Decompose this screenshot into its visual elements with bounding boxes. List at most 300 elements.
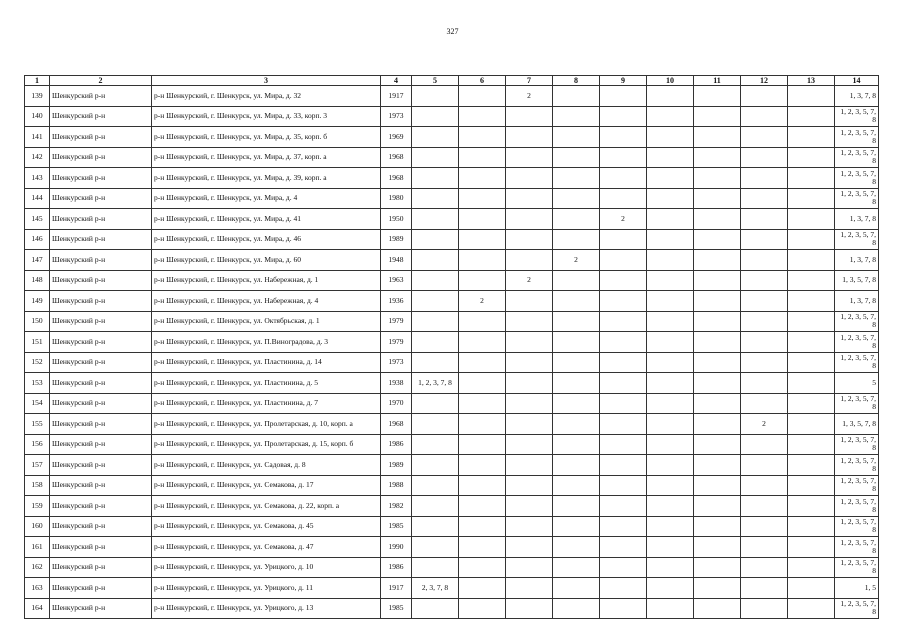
col14-cell: 1, 3, 5, 7, 8 [835,414,879,435]
col9-cell [600,414,647,435]
col9-cell: 2 [600,209,647,230]
col6-cell [459,373,506,394]
col9-cell [600,147,647,168]
year-cell: 1938 [381,373,412,394]
col6-cell [459,434,506,455]
col9-cell [600,127,647,148]
address-cell: р-н Шенкурский, г. Шенкурск, ул. Урицкого, д. 13 [152,598,381,619]
row-number: 143 [25,168,50,189]
col13-cell [788,373,835,394]
col5-cell [412,86,459,107]
column-header-6: 6 [459,76,506,86]
address-cell: р-н Шенкурский, г. Шенкурск, ул. Урицкого, д. 10 [152,557,381,578]
table-row [25,475,879,496]
col12-cell [741,229,788,250]
col8-cell [553,537,600,558]
year-cell: 1985 [381,598,412,619]
col11-cell [694,270,741,291]
year-cell: 1989 [381,229,412,250]
column-header-5: 5 [412,76,459,86]
col9-cell [600,578,647,599]
col14-cell: 1, 2, 3, 5, 7, 8 [835,475,879,496]
col12-cell [741,373,788,394]
district-cell: Шенкурский р-н [50,373,152,394]
col7-cell [506,496,553,517]
district-cell: Шенкурский р-н [50,434,152,455]
col10-cell [647,291,694,312]
col7-cell [506,455,553,476]
table-row [25,537,879,558]
district-cell: Шенкурский р-н [50,352,152,373]
row-number: 161 [25,537,50,558]
col14-cell: 1, 2, 3, 5, 7, 8 [835,537,879,558]
col10-cell [647,598,694,619]
year-cell: 1973 [381,106,412,127]
col10-cell [647,578,694,599]
col9-cell [600,516,647,537]
address-cell: р-н Шенкурский, г. Шенкурск, ул. Набережная, д. 4 [152,291,381,312]
table-row [25,86,879,107]
col14-cell: 1, 2, 3, 5, 7, 8 [835,188,879,209]
row-number: 140 [25,106,50,127]
address-cell: р-н Шенкурский, г. Шенкурск, ул. Мира, д. 33, корп. 3 [152,106,381,127]
year-cell: 1936 [381,291,412,312]
col9-cell [600,106,647,127]
col14-cell: 1, 2, 3, 5, 7, 8 [835,557,879,578]
col8-cell [553,127,600,148]
col10-cell [647,332,694,353]
col10-cell [647,373,694,394]
table-row [25,147,879,168]
col13-cell [788,557,835,578]
col6-cell [459,475,506,496]
col13-cell [788,86,835,107]
col11-cell [694,86,741,107]
year-cell: 1968 [381,147,412,168]
col14-cell: 1, 2, 3, 5, 7, 8 [835,106,879,127]
col13-cell [788,332,835,353]
col8-cell [553,352,600,373]
col13-cell [788,311,835,332]
col14-cell: 1, 3, 5, 7, 8 [835,270,879,291]
address-cell: р-н Шенкурский, г. Шенкурск, ул. Пролетарская, д. 10, корп. а [152,414,381,435]
col12-cell [741,516,788,537]
year-cell: 1986 [381,434,412,455]
col6-cell [459,209,506,230]
col14-cell: 1, 2, 3, 5, 7, 8 [835,168,879,189]
col11-cell [694,475,741,496]
col7-cell [506,291,553,312]
row-number: 153 [25,373,50,394]
row-number: 154 [25,393,50,414]
col13-cell [788,598,835,619]
col9-cell [600,188,647,209]
row-number: 146 [25,229,50,250]
col10-cell [647,311,694,332]
year-cell: 1980 [381,188,412,209]
col5-cell [412,496,459,517]
col5-cell [412,106,459,127]
col14-cell: 5 [835,373,879,394]
col12-cell [741,86,788,107]
col13-cell [788,188,835,209]
col8-cell [553,393,600,414]
row-number: 148 [25,270,50,291]
address-cell: р-н Шенкурский, г. Шенкурск, ул. Садовая, д. 8 [152,455,381,476]
col12-cell [741,537,788,558]
col11-cell [694,496,741,517]
address-cell: р-н Шенкурский, г. Шенкурск, ул. Мира, д. 60 [152,250,381,271]
col12-cell [741,434,788,455]
col7-cell [506,209,553,230]
col6-cell [459,250,506,271]
row-number: 158 [25,475,50,496]
row-number: 149 [25,291,50,312]
col9-cell [600,332,647,353]
table-row [25,168,879,189]
col9-cell [600,373,647,394]
table-row [25,332,879,353]
address-cell: р-н Шенкурский, г. Шенкурск, ул. Мира, д. 46 [152,229,381,250]
col14-cell: 1, 2, 3, 5, 7, 8 [835,434,879,455]
col5-cell [412,537,459,558]
col9-cell [600,86,647,107]
col7-cell [506,475,553,496]
col14-cell: 1, 2, 3, 5, 7, 8 [835,598,879,619]
col12-cell [741,393,788,414]
table-row [25,414,879,435]
year-cell: 1990 [381,537,412,558]
col10-cell [647,393,694,414]
year-cell: 1948 [381,250,412,271]
row-number: 144 [25,188,50,209]
col10-cell [647,537,694,558]
address-cell: р-н Шенкурский, г. Шенкурск, ул. Пластинина, д. 7 [152,393,381,414]
table-body [25,86,879,619]
address-cell: р-н Шенкурский, г. Шенкурск, ул. Пластинина, д. 14 [152,352,381,373]
col5-cell [412,414,459,435]
col12-cell [741,496,788,517]
col9-cell [600,455,647,476]
col14-cell: 1, 2, 3, 5, 7, 8 [835,516,879,537]
col11-cell [694,393,741,414]
col12-cell: 2 [741,414,788,435]
column-header-1: 1 [25,76,50,86]
col6-cell [459,168,506,189]
col5-cell: 2, 3, 7, 8 [412,578,459,599]
col8-cell [553,229,600,250]
col13-cell [788,414,835,435]
col14-cell: 1, 2, 3, 5, 7, 8 [835,332,879,353]
col5-cell [412,311,459,332]
col11-cell [694,598,741,619]
district-cell: Шенкурский р-н [50,270,152,291]
col11-cell [694,332,741,353]
col11-cell [694,106,741,127]
column-header-2: 2 [50,76,152,86]
district-cell: Шенкурский р-н [50,455,152,476]
col12-cell [741,455,788,476]
table-row [25,229,879,250]
table-row [25,557,879,578]
col14-cell: 1, 2, 3, 5, 7, 8 [835,393,879,414]
col12-cell [741,127,788,148]
col6-cell [459,598,506,619]
col8-cell [553,496,600,517]
col9-cell [600,537,647,558]
col12-cell [741,352,788,373]
col13-cell [788,434,835,455]
col6-cell: 2 [459,291,506,312]
col6-cell [459,393,506,414]
col10-cell [647,147,694,168]
col5-cell [412,598,459,619]
col10-cell [647,496,694,517]
col6-cell [459,147,506,168]
col10-cell [647,250,694,271]
year-cell: 1982 [381,496,412,517]
col5-cell [412,332,459,353]
col5-cell [412,434,459,455]
address-cell: р-н Шенкурский, г. Шенкурск, ул. Мира, д. 39, корп. а [152,168,381,189]
col5-cell [412,229,459,250]
table-row [25,270,879,291]
col11-cell [694,578,741,599]
year-cell: 1950 [381,209,412,230]
year-cell: 1989 [381,455,412,476]
col10-cell [647,270,694,291]
col10-cell [647,209,694,230]
year-cell: 1970 [381,393,412,414]
col13-cell [788,475,835,496]
district-cell: Шенкурский р-н [50,311,152,332]
col8-cell [553,434,600,455]
year-cell: 1968 [381,414,412,435]
col12-cell [741,209,788,230]
address-cell: р-н Шенкурский, г. Шенкурск, ул. Набережная, д. 1 [152,270,381,291]
district-cell: Шенкурский р-н [50,147,152,168]
col12-cell [741,250,788,271]
col5-cell [412,352,459,373]
col9-cell [600,291,647,312]
col13-cell [788,168,835,189]
col9-cell [600,557,647,578]
address-cell: р-н Шенкурский, г. Шенкурск, ул. Мира, д. 32 [152,86,381,107]
housing-register-table [24,75,879,619]
col5-cell [412,270,459,291]
col9-cell [600,168,647,189]
col11-cell [694,311,741,332]
col14-cell: 1, 2, 3, 5, 7, 8 [835,147,879,168]
col5-cell [412,455,459,476]
district-cell: Шенкурский р-н [50,537,152,558]
col5-cell [412,147,459,168]
district-cell: Шенкурский р-н [50,188,152,209]
col7-cell [506,332,553,353]
col6-cell [459,414,506,435]
col7-cell [506,578,553,599]
col13-cell [788,127,835,148]
col7-cell [506,147,553,168]
col8-cell [553,475,600,496]
col8-cell [553,209,600,230]
col9-cell [600,598,647,619]
col9-cell [600,475,647,496]
address-cell: р-н Шенкурский, г. Шенкурск, ул. Мира, д. 4 [152,188,381,209]
col10-cell [647,516,694,537]
col10-cell [647,86,694,107]
col6-cell [459,496,506,517]
col13-cell [788,291,835,312]
col13-cell [788,352,835,373]
table-row [25,598,879,619]
row-number: 147 [25,250,50,271]
address-cell: р-н Шенкурский, г. Шенкурск, ул. Пластинина, д. 5 [152,373,381,394]
col7-cell [506,414,553,435]
col6-cell [459,516,506,537]
col5-cell [412,188,459,209]
col10-cell [647,475,694,496]
col8-cell [553,311,600,332]
table-row [25,393,879,414]
col14-cell: 1, 3, 7, 8 [835,209,879,230]
district-cell: Шенкурский р-н [50,209,152,230]
col11-cell [694,373,741,394]
col6-cell [459,106,506,127]
col6-cell [459,578,506,599]
district-cell: Шенкурский р-н [50,86,152,107]
row-number: 150 [25,311,50,332]
col7-cell: 2 [506,270,553,291]
table-row [25,311,879,332]
col12-cell [741,578,788,599]
col8-cell [553,557,600,578]
col5-cell [412,127,459,148]
address-cell: р-н Шенкурский, г. Шенкурск, ул. Мира, д. 35, корп. б [152,127,381,148]
row-number: 157 [25,455,50,476]
district-cell: Шенкурский р-н [50,291,152,312]
year-cell: 1917 [381,86,412,107]
district-cell: Шенкурский р-н [50,414,152,435]
col9-cell [600,250,647,271]
district-cell: Шенкурский р-н [50,106,152,127]
col14-cell: 1, 2, 3, 5, 7, 8 [835,229,879,250]
address-cell: р-н Шенкурский, г. Шенкурск, ул. Семакова, д. 47 [152,537,381,558]
col12-cell [741,475,788,496]
col13-cell [788,455,835,476]
col14-cell: 1, 3, 7, 8 [835,250,879,271]
col8-cell [553,270,600,291]
col7-cell [506,516,553,537]
col5-cell [412,393,459,414]
col7-cell [506,352,553,373]
address-cell: р-н Шенкурский, г. Шенкурск, ул. Семакова, д. 17 [152,475,381,496]
col7-cell [506,106,553,127]
col7-cell [506,393,553,414]
col11-cell [694,516,741,537]
col8-cell [553,332,600,353]
col14-cell: 1, 5 [835,578,879,599]
col7-cell: 2 [506,86,553,107]
district-cell: Шенкурский р-н [50,496,152,517]
col6-cell [459,352,506,373]
col12-cell [741,291,788,312]
district-cell: Шенкурский р-н [50,168,152,189]
col11-cell [694,147,741,168]
column-header-9: 9 [600,76,647,86]
col6-cell [459,557,506,578]
address-cell: р-н Шенкурский, г. Шенкурск, ул. Урицкого, д. 11 [152,578,381,599]
col13-cell [788,209,835,230]
col14-cell: 1, 2, 3, 5, 7, 8 [835,311,879,332]
col10-cell [647,229,694,250]
col10-cell [647,414,694,435]
col6-cell [459,229,506,250]
col8-cell: 2 [553,250,600,271]
address-cell: р-н Шенкурский, г. Шенкурск, ул. Семакова, д. 45 [152,516,381,537]
col10-cell [647,106,694,127]
table-row [25,209,879,230]
col7-cell [506,598,553,619]
address-cell: р-н Шенкурский, г. Шенкурск, ул. Пролетарская, д. 15, корп. б [152,434,381,455]
year-cell: 1968 [381,168,412,189]
col5-cell [412,475,459,496]
col6-cell [459,188,506,209]
col11-cell [694,250,741,271]
col6-cell [459,270,506,291]
col8-cell [553,578,600,599]
row-number: 164 [25,598,50,619]
year-cell: 1979 [381,311,412,332]
table-row [25,291,879,312]
year-cell: 1963 [381,270,412,291]
col11-cell [694,168,741,189]
col13-cell [788,496,835,517]
table-row [25,578,879,599]
district-cell: Шенкурский р-н [50,229,152,250]
col10-cell [647,352,694,373]
col10-cell [647,127,694,148]
col8-cell [553,147,600,168]
column-header-14: 14 [835,76,879,86]
col7-cell [506,557,553,578]
year-cell: 1973 [381,352,412,373]
table-row [25,516,879,537]
col8-cell [553,291,600,312]
col10-cell [647,434,694,455]
address-cell: р-н Шенкурский, г. Шенкурск, ул. П.Виноградова, д. 3 [152,332,381,353]
col11-cell [694,291,741,312]
col13-cell [788,106,835,127]
col10-cell [647,168,694,189]
district-cell: Шенкурский р-н [50,393,152,414]
col13-cell [788,229,835,250]
col7-cell [506,168,553,189]
col6-cell [459,86,506,107]
col11-cell [694,229,741,250]
col10-cell [647,455,694,476]
col10-cell [647,188,694,209]
col12-cell [741,598,788,619]
col9-cell [600,496,647,517]
col8-cell [553,516,600,537]
row-number: 141 [25,127,50,148]
col13-cell [788,393,835,414]
table-row [25,106,879,127]
page-number: 327 [446,27,459,36]
col5-cell [412,209,459,230]
col8-cell [553,86,600,107]
